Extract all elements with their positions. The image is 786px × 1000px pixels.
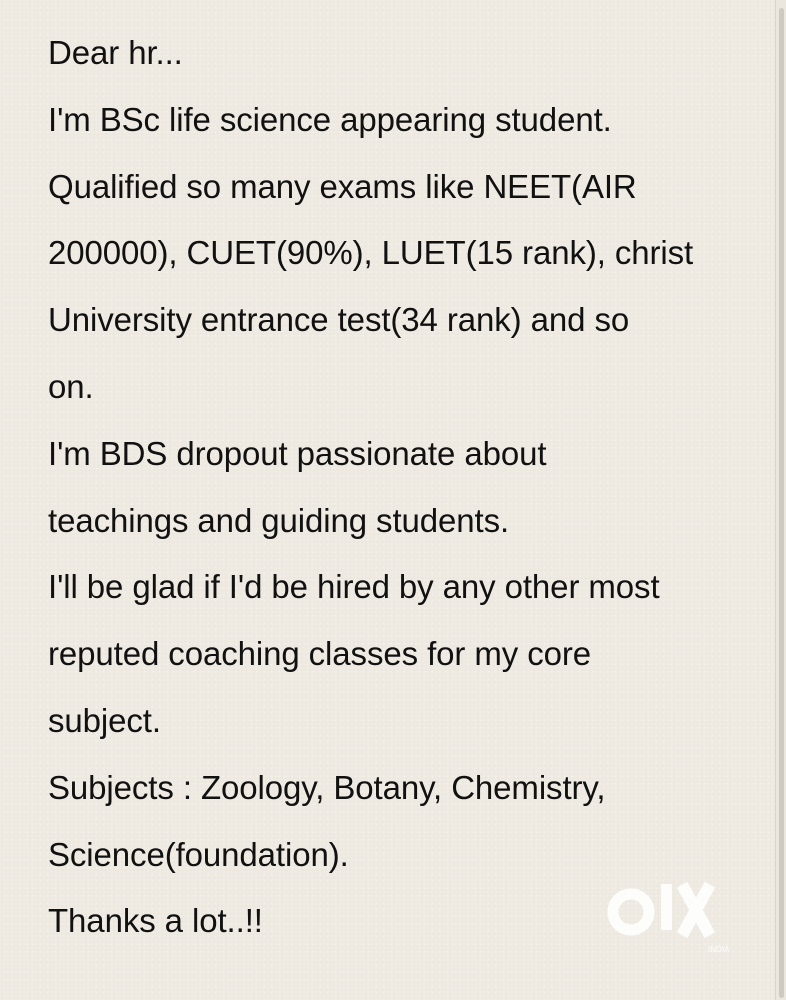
message-line-2: I'm BSc life science appearing student. [48, 100, 612, 138]
message-line-7: I'm BDS dropout passionate about [48, 434, 547, 472]
message-line-3: Qualified so many exams like NEET(AIR [48, 167, 637, 205]
message-line-11: subject. [48, 701, 161, 739]
olx-watermark-logo [607, 878, 747, 958]
message-line-4: 200000), CUET(90%), LUET(15 rank), christ [48, 234, 694, 272]
message-line-1: Dear hr... [48, 34, 183, 71]
vertical-scrollbar[interactable] [775, 0, 786, 1000]
message-line-9: I'll be glad if I'd be hired by any other most [48, 568, 660, 606]
message-line-14: Thanks a lot..!! [48, 902, 263, 940]
message-line-12: Subjects : Zoology, Botany, Chemistry, [48, 768, 606, 806]
message-line-8: teachings and guiding students. [48, 501, 510, 539]
message-line-6: on. [48, 367, 94, 405]
message-line-10: reputed coaching classes for my core [48, 635, 591, 673]
message-line-5: University entrance test(34 rank) and so [48, 301, 630, 339]
message-line-13: Science(foundation). [48, 835, 349, 873]
message-text [48, 20, 760, 955]
olx-watermark-subtext: INDIA [708, 945, 730, 954]
scrollbar-thumb[interactable] [779, 8, 784, 998]
